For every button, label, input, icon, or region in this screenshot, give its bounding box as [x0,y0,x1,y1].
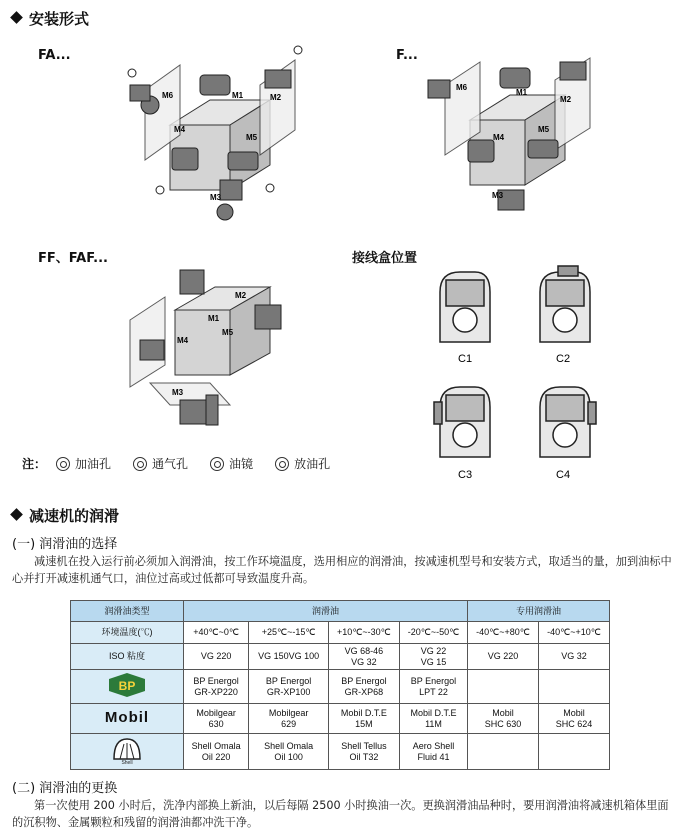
drain-icon [275,457,289,471]
legend-oil-fill: 加油孔 [56,455,111,472]
table-header-row [71,601,610,622]
label-m1: M1 [208,314,220,323]
label-m3: M3 [492,191,504,200]
terminal-box-c4 [540,387,596,457]
label-m4: M4 [493,133,505,142]
label-m5: M5 [538,125,550,134]
lubricant-table [70,600,610,770]
label-m5: M5 [222,328,234,337]
group-label-terminal-box: 接线盒位置 [352,251,418,266]
oil-fill-icon [56,457,70,471]
terminal-box-c3 [434,387,490,457]
group-label-fa: FA... [38,48,71,63]
table-row-iso: ISO 粘度 VG 220 VG 150VG 100 VG 68-46 VG 32 VG 22 VG 15 VG 220 VG 32 [71,644,610,670]
label-m5: M5 [246,133,258,142]
legend-vent: 通气孔 [133,455,188,472]
header-oil: 润滑油 [184,601,468,622]
subsection-title-oil-change: (二) 润滑油的更换 [12,781,118,796]
label-m2: M2 [560,95,572,104]
legend [22,455,352,472]
label-m2: M2 [235,291,247,300]
label-m4: M4 [174,125,186,134]
label-c2: C2 [556,353,571,365]
table-row-mobil: Mobil Mobilgear 630 Mobilgear 629 Mobil D.T.E 15M Mobil D.T.E 11M Mobil SHC 630 Mobil SHC 624 [71,704,610,734]
label-m6: M6 [162,91,174,100]
bp-logo-icon [105,671,149,699]
sight-glass-icon [210,457,224,471]
f-mounting-diagram [410,40,620,230]
terminal-box-diagrams [430,262,600,487]
group-label-ff: FF、FAF... [38,251,108,266]
header-special-oil: 专用润滑油 [468,601,610,622]
label-m4: M4 [177,336,189,345]
svg-text:Shell: Shell [121,760,133,765]
fa-mounting-diagram [110,40,335,230]
table-row-bp: BP BP Energol GR-XP220 BP Energol GR-XP100 BP Energol GR-XP68 BP Energol LPT 22 [71,670,610,704]
label-m3: M3 [172,388,184,397]
group-label-f: F... [396,48,418,63]
shell-logo-icon [110,735,144,765]
legend-note: 注： [22,457,47,471]
header-oil-type: 润滑油类型 [71,601,184,622]
table-row-shell: Shell Shell Omala Oil 220 Shell Omala Oil 100 Shell Tellus Oil T32 Aero Shell Fluid 41 [71,734,610,770]
label-m1: M1 [516,88,528,97]
terminal-box-c1 [440,272,490,342]
legend-sight-glass: 油镜 [210,455,253,472]
diamond-bullet-icon [10,508,23,521]
terminal-box-c2 [540,266,590,342]
table-row-temperature: 环境温度(℃) +40℃~0℃ +25℃~-15℃ +10℃~-30℃ -20℃~-50℃ -40℃~+80℃ -40℃~+10℃ [71,622,610,644]
label-c1: C1 [458,353,473,365]
vent-icon [133,457,147,471]
label-m6: M6 [456,83,468,92]
paragraph-oil-change: 第一次使用 200 小时后，洗净内部换上新油，以后每隔 2500 小时换油一次。更换润滑油品种时，要用润滑油将减速机箱体里面的沉积物、金属颗粒和残留的润滑油都冲洗干净。 [12,799,669,829]
label-c4: C4 [556,469,571,481]
label-m1: M1 [232,91,244,100]
svg-text:BP: BP [118,679,136,693]
section-title-lubrication: 减速机的润滑 [12,505,119,526]
mobil-logo-icon: Mobil [104,709,150,726]
diamond-bullet-icon [10,11,23,24]
ff-mounting-diagram [120,265,305,445]
label-m3: M3 [210,193,222,202]
label-m2: M2 [270,93,282,102]
label-c3: C3 [458,469,473,481]
section-title-mounting: 安装形式 [12,8,89,29]
paragraph-oil-selection: 减速机在投入运行前必须加入润滑油，按工作环境温度，选用相应的润滑油，按减速机型号和安装方式，取适当的量，加到油标中心并打开减速机通气口，油位过高或过低都可导致温度升高。 [12,555,672,585]
subsection-title-oil-selection: (一) 润滑油的选择 [12,537,118,552]
legend-drain: 放油孔 [275,455,330,472]
